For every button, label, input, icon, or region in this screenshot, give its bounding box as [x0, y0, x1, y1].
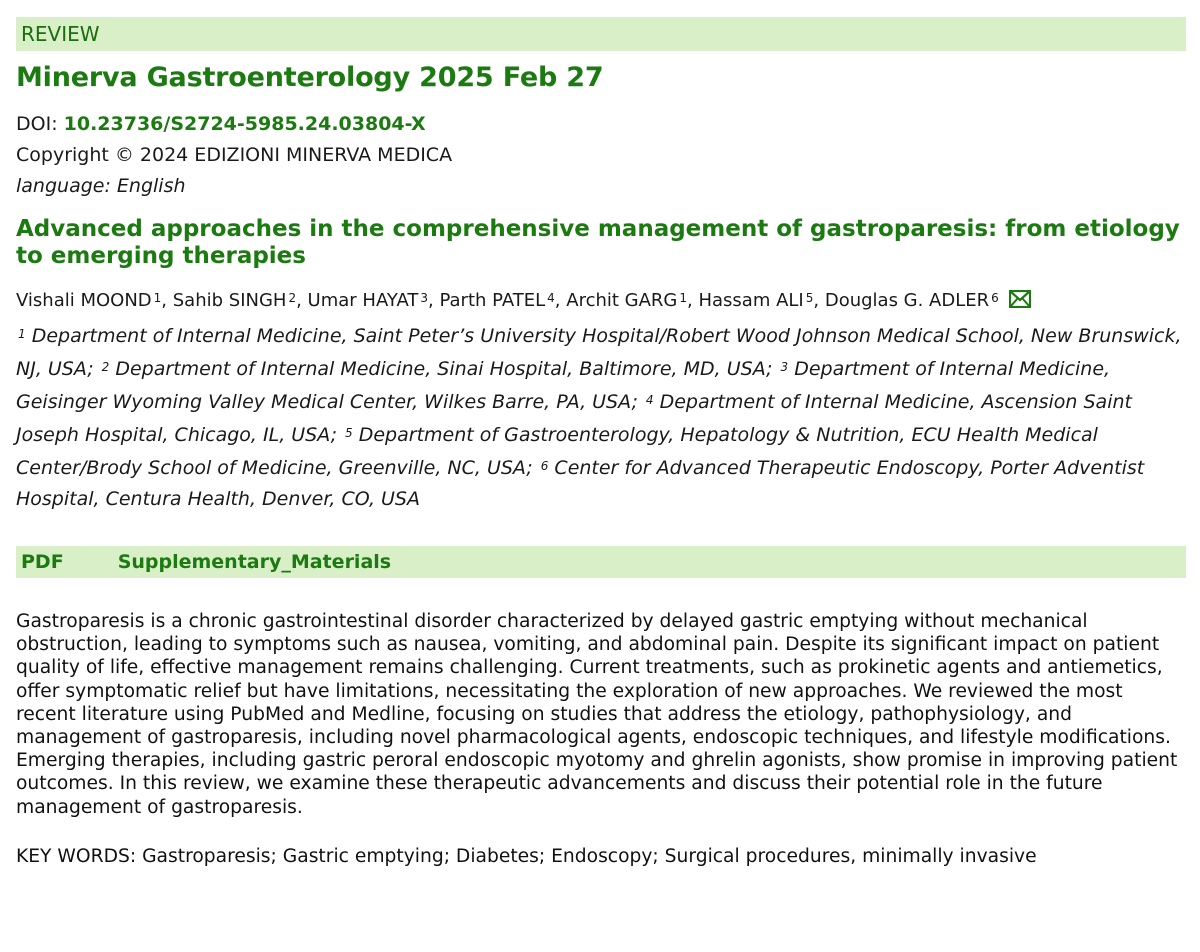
keywords-line: KEY WORDS: Gastroparesis; Gastric emptying; Diabetes; Endoscopy; Surgical procedures, minimally invasive	[16, 845, 1037, 867]
affiliation-number: 4	[645, 393, 654, 407]
affiliation-number: 6	[540, 459, 549, 473]
author-name[interactable]: Umar HAYAT	[307, 290, 419, 311]
download-toolbar	[16, 546, 1186, 578]
section-band	[16, 17, 1186, 51]
author-name[interactable]: Sahib SINGH	[172, 290, 287, 311]
doi-line	[16, 109, 1186, 140]
article-page	[0, 17, 1200, 868]
affiliation-list	[16, 319, 1186, 515]
affiliation-number: 1	[18, 327, 26, 341]
author-affiliation-ref: 1	[153, 291, 162, 305]
section-label: REVIEW	[21, 22, 100, 46]
author-affiliation-ref: 6	[991, 291, 999, 305]
affiliation-text: Center for Advanced Therapeutic Endoscopy, Porter Adventist Hospital, Centura Health, Denver, CO, USA	[16, 457, 1145, 510]
affiliation-text: Department of Internal Medicine, Saint Peter’s University Hospital/Robert Wood Johnson Medical School, New Brunswick, NJ, USA;	[16, 325, 1182, 380]
affiliation-text: Department of Internal Medicine, Geisinger Wyoming Valley Medical Center, Wilkes Barre, PA, USA;	[16, 358, 1111, 413]
pdf-link[interactable]: PDF	[21, 551, 64, 573]
affiliation-number: 5	[345, 426, 353, 440]
author-affiliation-ref: 4	[547, 291, 555, 305]
doi-label: DOI:	[16, 113, 58, 135]
author-name[interactable]: Douglas G. ADLER	[824, 290, 990, 311]
envelope-icon[interactable]	[1009, 289, 1031, 316]
abstract-text: Gastroparesis is a chronic gastrointestinal disorder characterized by delayed gastric emptying without mechanical obstruction, leading to symptoms such as nausea, vomiting, and abdominal pain. Despite its significant impact on patient quality of life, effective management remains challenging. Current treatments, such as prokinetic agents and antiemetics, offer symptomatic relief but have limitations, necessitating the exploration of new approaches. We reviewed the most recent literature using PubMed and Medline, focusing on studies that address the etiology, pathophysiology, and management of gastroparesis, including novel pharmacological agents, endoscopic techniques, and lifestyle modifications. Emerging therapies, including gastric peroral endoscopic myotomy and ghrelin agonists, show promise in improving patient outcomes. In this review, we examine these therapeutic advancements and discuss their potential role in the future management of gastroparesis.	[16, 611, 1178, 818]
affiliation-text: Department of Internal Medicine, Sinai Hospital, Baltimore, MD, USA;	[115, 358, 773, 380]
affiliation-number: 2	[101, 360, 110, 374]
affiliation-text: Department of Internal Medicine, Ascension Saint Joseph Hospital, Chicago, IL, USA;	[16, 391, 1132, 446]
author-affiliation-ref: 2	[288, 291, 297, 305]
language-line: language: English	[16, 175, 186, 197]
supplementary-materials-link[interactable]: Supplementary_Materials	[117, 551, 392, 573]
copyright-line: Copyright © 2024 EDIZIONI MINERVA MEDICA	[16, 144, 453, 166]
author-name[interactable]: Vishali MOOND	[16, 290, 152, 311]
author-affiliation-ref: 3	[420, 291, 429, 305]
article-meta	[16, 109, 1186, 202]
article-title: Advanced approaches in the comprehensive management of gastroparesis: from etiology to emerging therapies	[16, 216, 1180, 269]
author-affiliation-ref: 5	[805, 291, 814, 305]
affiliation-text: Department of Gastroenterology, Hepatology & Nutrition, ECU Health Medical Center/Brody School of Medicine, Greenville, NC, USA;	[16, 424, 1098, 479]
journal-issue-line: Minerva Gastroenterology 2025 Feb 27	[16, 62, 604, 93]
author-name[interactable]: Parth PATEL	[439, 290, 546, 311]
affiliation-number: 3	[780, 360, 789, 374]
author-affiliation-ref: 1	[679, 291, 688, 305]
author-name[interactable]: Hassam ALI	[698, 290, 804, 311]
author-name[interactable]: Archit GARG	[566, 290, 678, 311]
author-list: Vishali MOOND $^1$, Sahib SINGH $^2$, Umar HAYAT $^3$, Parth PATEL $^4$, Archit GARG $^1$, Hassam ALI $^5$, Douglas G. ADLER $^6$	[16, 285, 1186, 316]
doi-link[interactable]: 10.23736/S2724-5985.24.03804-X	[63, 113, 426, 135]
